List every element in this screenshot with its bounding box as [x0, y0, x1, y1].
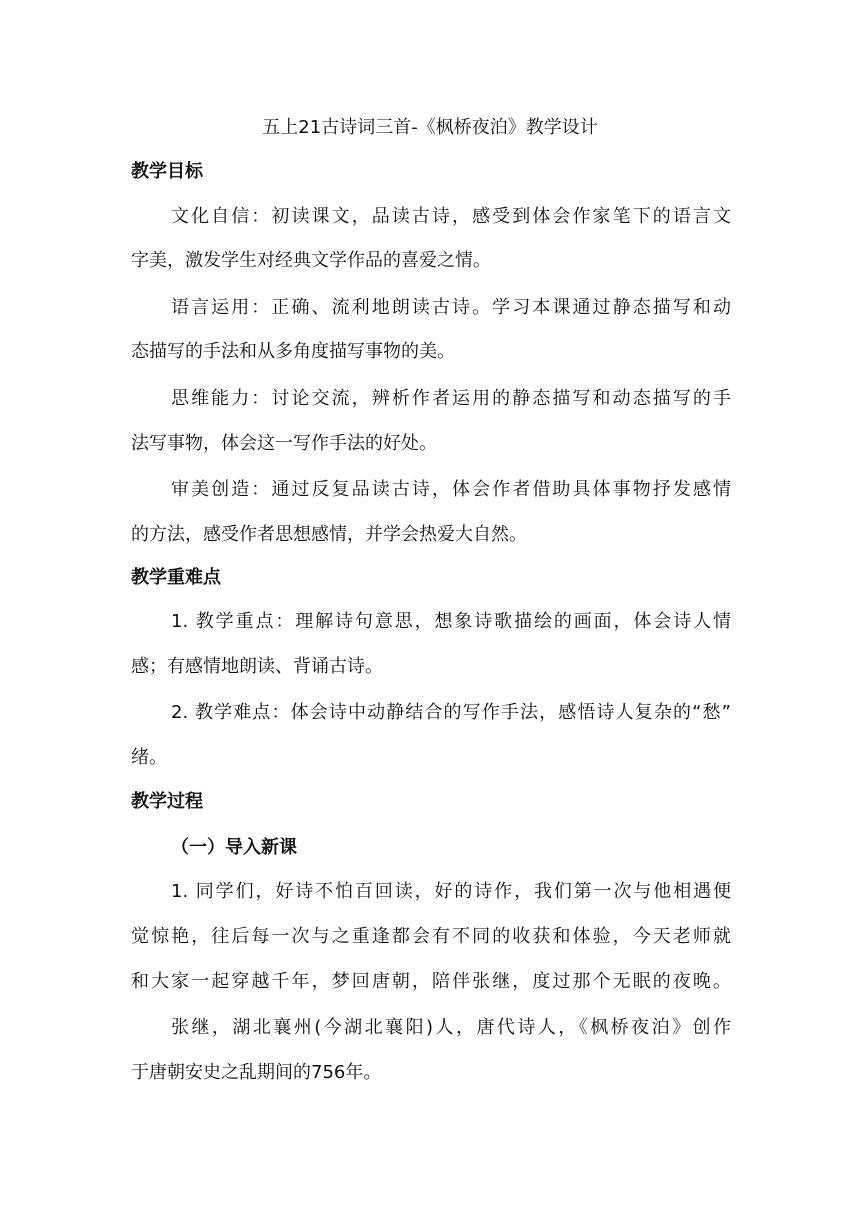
paragraph-line: 的方法，感受作者思想感情，并学会热爱大自然。 — [131, 524, 527, 545]
paragraph-line: 感；有感情地朗读、背诵古诗。 — [131, 656, 383, 677]
paragraph-line: 觉惊艳，往后每一次与之重逢都会有不同的收获和体验，今天老师就 — [131, 926, 731, 947]
paragraph-line: 态描写的手法和从多角度描写事物的美。 — [131, 341, 455, 362]
section-heading-key-points: 教学重难点 — [131, 567, 221, 588]
paragraph-line: 绪。 — [131, 747, 167, 768]
paragraph-line: 法写事物，体会这一写作手法的好处。 — [131, 433, 437, 454]
paragraph-line: 张继，湖北襄州(今湖北襄阳)人，唐代诗人，《枫桥夜泊》创作 — [171, 1017, 731, 1038]
document-title: 五上21古诗词三首-《枫桥夜泊》教学设计 — [262, 117, 598, 138]
subsection-heading-intro: （一）导入新课 — [171, 837, 297, 858]
paragraph-line: 1. 教学重点：理解诗句意思，想象诗歌描绘的画面，体会诗人情 — [171, 611, 731, 632]
section-heading-objectives: 教学目标 — [131, 161, 203, 182]
paragraph-line: 思维能力：讨论交流，辨析作者运用的静态描写和动态描写的手 — [171, 388, 731, 409]
paragraph-line: 文化自信：初读课文，品读古诗，感受到体会作家笔下的语言文 — [171, 206, 731, 227]
paragraph-line: 字美，激发学生对经典文学作品的喜爱之情。 — [131, 250, 491, 271]
paragraph-line: 2. 教学难点：体会诗中动静结合的写作手法，感悟诗人复杂的“愁” — [171, 702, 731, 723]
paragraph-line: 和大家一起穿越千年，梦回唐朝，陪伴张继，度过那个无眠的夜晚。 — [131, 971, 731, 992]
paragraph-line: 1. 同学们，好诗不怕百回读，好的诗作，我们第一次与他相遇便 — [171, 881, 731, 902]
paragraph-line: 语言运用：正确、流利地朗读古诗。学习本课通过静态描写和动 — [171, 297, 731, 318]
section-heading-process: 教学过程 — [131, 791, 203, 812]
paragraph-line: 审美创造：通过反复品读古诗，体会作者借助具体事物抒发感情 — [171, 479, 731, 500]
paragraph-line: 于唐朝安史之乱期间的756年。 — [131, 1062, 382, 1083]
